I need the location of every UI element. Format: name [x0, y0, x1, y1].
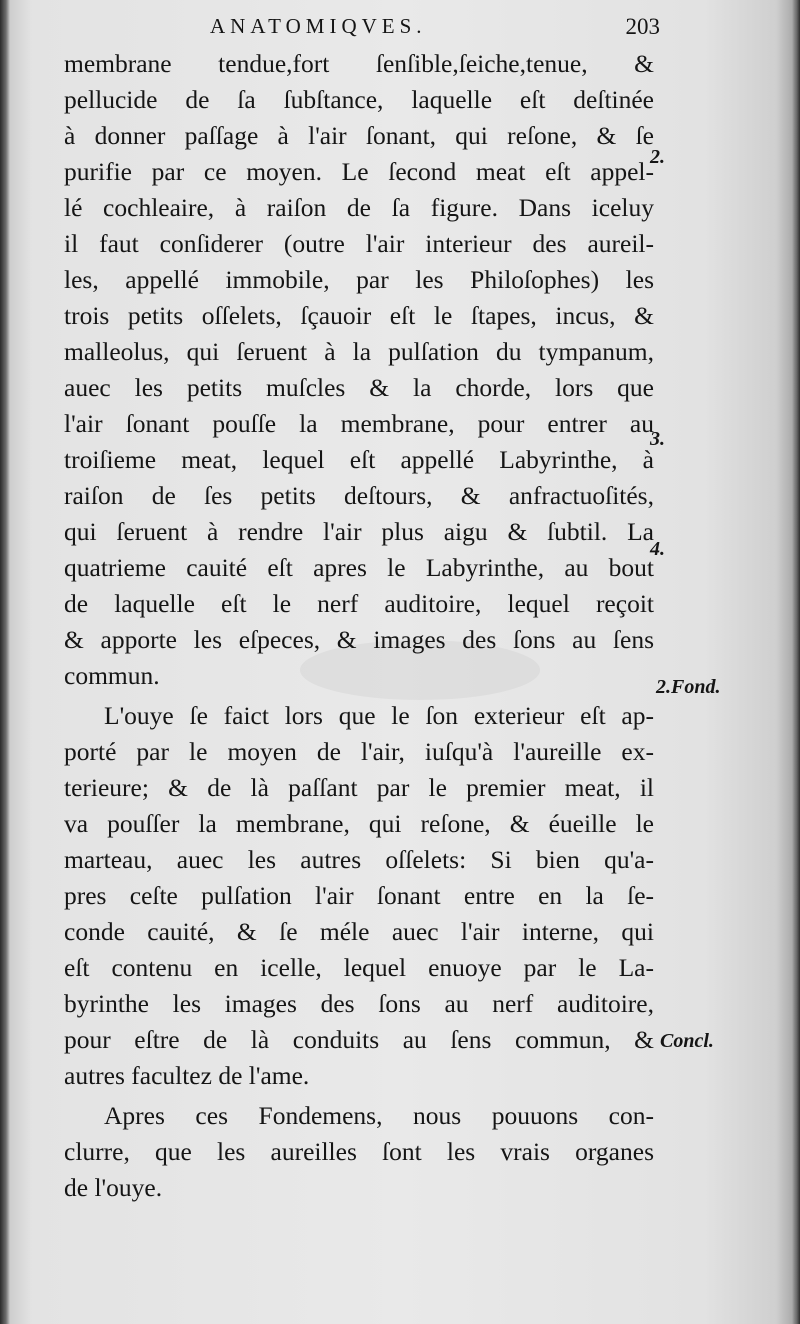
text-line: clurre, que les aureilles ſont les vrais organes — [64, 1137, 654, 1166]
page-gutter-shadow — [0, 0, 10, 1324]
text-line: porté par le moyen de l'air, iuſqu'à l'aureille ex- — [64, 737, 654, 766]
text-line: pour eſtre de là conduits au ſens commun, & — [64, 1025, 654, 1054]
margin-note: 2. — [650, 146, 665, 168]
text-line: va pouſſer la membrane, qui reſone, & éueille le — [64, 809, 654, 838]
body-text — [64, 46, 654, 1206]
text-line: qui ſeruent à rendre l'air plus aigu & ſubtil. La — [64, 517, 654, 546]
text-line: byrinthe les images des ſons au nerf auditoire, — [64, 989, 654, 1018]
text-line: terieure; & de là paſſant par le premier meat, il — [64, 773, 654, 802]
page-header — [60, 14, 660, 48]
text-line: conde cauité, & ſe méle auec l'air interne, qui — [64, 917, 654, 946]
text-line: trois petits oſſelets, ſçauoir eſt le ſtapes, incus, & — [64, 301, 654, 330]
text-line: quatrieme cauité eſt apres le Labyrinthe, au bout — [64, 553, 654, 582]
text-line: membrane tendue,fort ſenſible,ſeiche,tenue, & — [64, 49, 654, 78]
text-line: de l'ouye. — [64, 1173, 163, 1202]
text-line: pellucide de ſa ſubſtance, laquelle eſt deſtinée — [64, 85, 654, 114]
text-line: Apres ces Fondemens, nous pouuons con- — [104, 1101, 654, 1130]
text-line: marteau, auec les autres oſſelets: Si bien qu'a- — [64, 845, 654, 874]
text-line: eſt contenu en icelle, lequel enuoye par le La- — [64, 953, 654, 982]
page-edge-shadow — [792, 0, 800, 1324]
text-line: & apporte les eſpeces, & images des ſons au ſens — [64, 625, 654, 654]
margin-note: Concl. — [660, 1030, 714, 1052]
text-line: de laquelle eſt le nerf auditoire, lequel reçoit — [64, 589, 654, 618]
text-line: L'ouye ſe faict lors que le ſon exterieur eſt ap- — [104, 701, 654, 730]
text-line: purifie par ce moyen. Le ſecond meat eſt appel- — [64, 157, 654, 186]
text-line: les, appellé immobile, par les Philoſophes) les — [64, 265, 654, 294]
page-number: 203 — [625, 14, 660, 39]
running-head: ANATOMIQVES. — [210, 14, 427, 38]
text-line: à donner paſſage à l'air ſonant, qui reſone, & ſe — [64, 121, 654, 150]
text-line: malleolus, qui ſeruent à la pulſation du tympanum, — [64, 337, 654, 366]
margin-note: 2.Fond. — [656, 676, 721, 698]
margin-note: 3. — [650, 428, 665, 450]
text-line: raiſon de ſes petits deſtours, & anfractuoſités, — [64, 481, 654, 510]
text-line: pres ceſte pulſation l'air ſonant entre en la ſe- — [64, 881, 654, 910]
text-line: autres facultez de l'ame. — [64, 1061, 310, 1090]
text-line: commun. — [64, 661, 160, 690]
text-line: auec les petits muſcles & la chorde, lors que — [64, 373, 654, 402]
text-line: troiſieme meat, lequel eſt appellé Labyrinthe, à — [64, 445, 654, 474]
margin-note: 4. — [650, 538, 665, 560]
text-line: l'air ſonant pouſſe la membrane, pour entrer au — [64, 409, 654, 438]
text-line: lé cochleaire, à raiſon de ſa figure. Dans iceluy — [64, 193, 654, 222]
text-line: il faut conſiderer (outre l'air interieur des aureil- — [64, 229, 654, 258]
